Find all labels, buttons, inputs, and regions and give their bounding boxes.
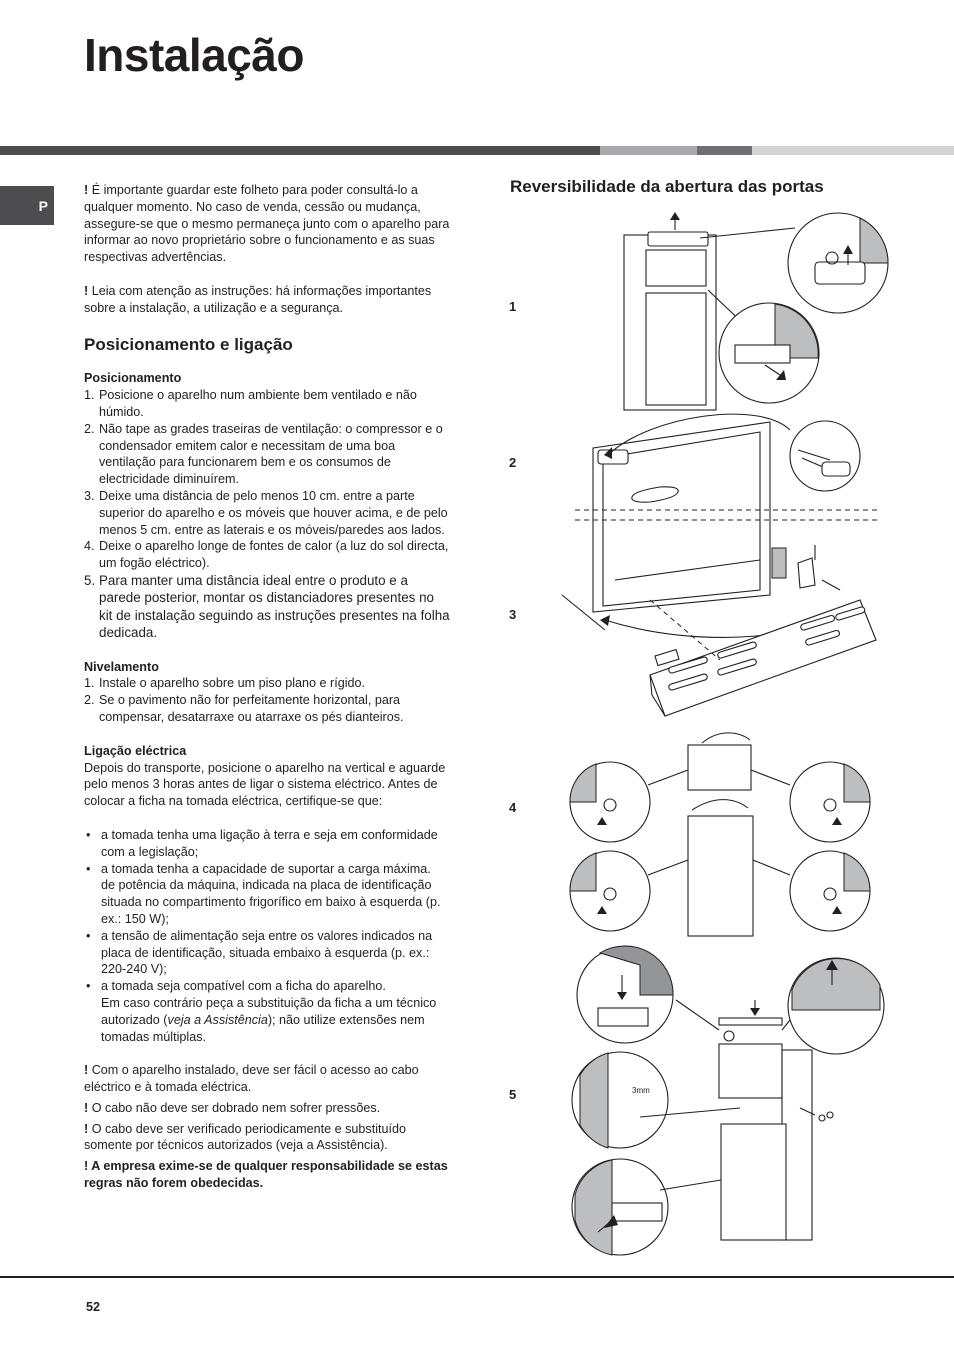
gap-label: 3mm — [632, 1086, 650, 1095]
page-number: 52 — [86, 1300, 101, 1314]
warning-note: ! Com o aparelho instalado, deve ser fácil o acesso ao cabo eléctrico e à tomada eléctrica. — [84, 1063, 419, 1095]
subsection-heading: Nivelamento — [84, 659, 159, 674]
ligacao-intro: Depois do transporte, posicione o aparelho na vertical e aguarde pelo menos 3 horas antes de ligar o sistema eléctrico. Antes de colocar a ficha na tomada eléctrica, certifique-se que: — [84, 760, 446, 809]
list-item: 1. Instale o aparelho sobre um piso plano e rígido. — [84, 676, 366, 691]
list-item: 1. Posicione o aparelho num ambiente bem ventilado e não húmido. — [84, 388, 417, 419]
step-number: 2 — [509, 455, 517, 470]
step-number: 3 — [509, 607, 517, 622]
step-number: 4 — [509, 800, 517, 815]
list-item: 3. Deixe uma distância de pelo menos 10 cm. entre a parte superior do aparelho e os móveis que houver acima, e de pelo menos 5 cm. entre as laterais e os móveis/paredes aos lados. — [84, 488, 448, 537]
door-reversal-heading: Reversibilidade da abertura das portas — [510, 177, 824, 196]
step-2-3-illustration — [562, 414, 880, 716]
list-item: • a tensão de alimentação seja entre os valores indicados na placa de identificação, situada embaixo à esquerda (p. ex.: 220-240 V); — [86, 928, 433, 977]
section-heading: Posicionamento e ligação — [84, 334, 293, 354]
step-1-illustration — [624, 212, 888, 410]
step-number: 1 — [509, 299, 517, 314]
list-item: 2. Se o pavimento não for perfeitamente horizontal, para compensar, desatarraxe ou atarraxe os pés dianteiros. — [84, 693, 404, 724]
disclaimer-note: ! A empresa exime-se de qualquer responsabilidade se estas regras não forem obedecidas. — [84, 1159, 448, 1191]
step-number: 5 — [509, 1087, 517, 1102]
intro-paragraph: ! É importante guardar este folheto para poder consultá-lo a qualquer momento. No caso de venda, cessão ou mudança, assegure-se que o mesmo permaneça junto com o aparelho para informar ao novo proprietário sobre o funcionamento e as suas respectivas advertências. — [84, 183, 450, 265]
step-4-illustration — [570, 733, 870, 936]
list-item: • a tomada seja compatível com a ficha do aparelho. Em caso contrário peça a substituição da ficha a um técnico autorizado (veja a Assistência); não utilize extensões nem tomadas múltiplas. — [86, 979, 437, 1044]
list-item: • a tomada tenha a capacidade de suportar a carga máxima. de potência da máquina, indicada na placa de identificação situada no compartimento frigorífico em baixo à esquerda (p. ex.: 150 W); — [86, 861, 441, 926]
list-item: 2. Não tape as grades traseiras de ventilação: o compressor e o condensador emitem calor e necessitam de uma boa ventilação para funcionarem bem e os consumos de electricidade diminuírem. — [84, 421, 443, 487]
step-5-illustration — [572, 946, 884, 1255]
warning-note: ! O cabo não deve ser dobrado nem sofrer pressões. — [84, 1100, 381, 1115]
subsection-heading: Posicionamento — [84, 371, 182, 386]
list-item: • a tomada tenha uma ligação à terra e seja em conformidade com a legislação; — [86, 827, 438, 859]
list-item: 4. Deixe o aparelho longe de fontes de calor (a luz do sol directa, um fogão eléctrico). — [84, 539, 449, 571]
warning-note: ! O cabo deve ser verificado periodicamente e substituído somente por técnicos autorizados (veja a Assistência). — [84, 1121, 407, 1153]
language-tab: P — [0, 186, 54, 225]
intro-paragraph: ! Leia com atenção as instruções: há informações importantes sobre a instalação, a utilização e a segurança. — [84, 283, 432, 315]
page-title: Instalação — [84, 29, 304, 81]
subsection-heading: Ligação eléctrica — [84, 743, 187, 758]
footer-rule — [0, 1276, 954, 1278]
list-item: 5. Para manter uma distância ideal entre o produto e a parede posterior, montar os distanciadores presentes no kit de instalação seguindo as instruções presentes na folha dedicada. — [84, 572, 450, 641]
